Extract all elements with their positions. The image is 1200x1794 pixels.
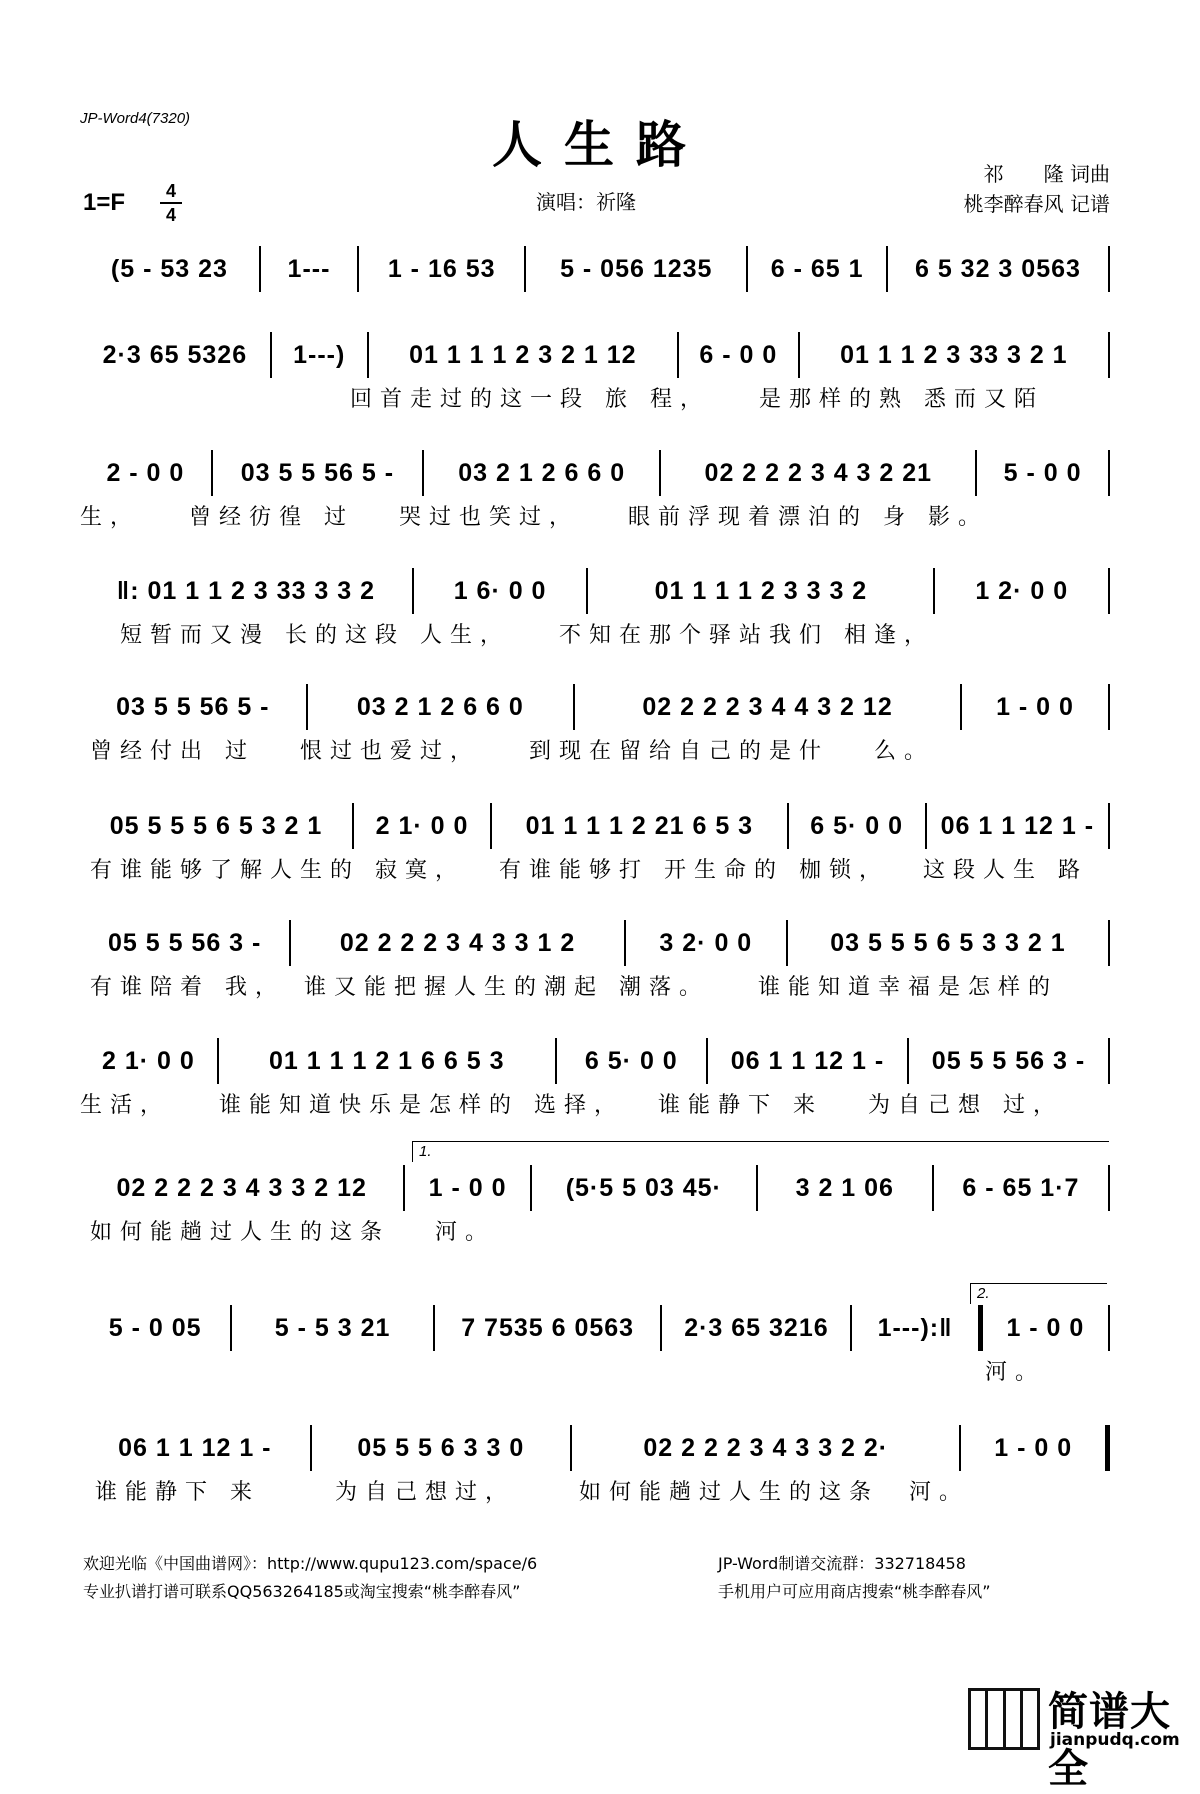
volta-bracket-1: 1. (412, 1141, 1109, 1162)
measure: (5 - 53 23 (110, 255, 228, 283)
lyrics-line: 生活， 谁能知道快乐是怎样的 选择， 谁能静下 来 为自己想 过， (80, 1093, 1063, 1118)
measure: 6 5 32 3 0563 (914, 255, 1081, 283)
logo-title: 简谱大全 (1048, 1689, 1171, 1792)
measure: 01 1 1 2 3 33 3 2 1 (840, 341, 1068, 369)
measure: 6 - 65 1·7 (962, 1174, 1080, 1202)
barline (1108, 1305, 1110, 1351)
lyrics-line: 谁能静下 来 为自己想过， 如何能趟过人生的这条 河。 (95, 1480, 969, 1505)
measure: 2·3 65 3216 (684, 1314, 829, 1342)
barline (1108, 568, 1110, 614)
piano-keys-icon (968, 1688, 1040, 1750)
footer-group: JP-Word制谱交流群：332718458 (718, 1554, 966, 1573)
measure: 02 2 2 2 3 4 3 3 1 2 (339, 929, 576, 957)
page-title: 人生路 (492, 115, 708, 174)
measure: 01 1 1 1 2 1 6 6 5 3 (269, 1047, 505, 1075)
staff-row (80, 1305, 1110, 1385)
staff-row (80, 1165, 1110, 1245)
measure: 1--- (287, 255, 331, 283)
lyrics-line: 生， 曾经彷徨 过 哭过也笑过， 眼前浮现着漂泊的 身 影。 (80, 505, 988, 530)
staff-row (80, 1425, 1110, 1505)
barline (1108, 684, 1110, 730)
lyrics-line: 曾经付出 过 恨过也爱过， 到现在留给自己的是什 么。 (90, 739, 934, 764)
time-signature-bottom: 4 (165, 205, 176, 225)
measure: 1 - 0 0 (1006, 1314, 1085, 1342)
measure: 05 5 5 56 3 - (107, 929, 262, 957)
barline (1108, 450, 1110, 496)
measure: 1 - 0 0 (428, 1174, 507, 1202)
measure: 2·3 65 5326 (102, 341, 248, 369)
footer-app: 手机用户可应用商店搜索“桃李醉春风” (718, 1582, 991, 1601)
measure: 1 - 0 0 (996, 693, 1074, 721)
barline (1108, 803, 1110, 849)
measure: 06 1 1 12 1 - (118, 1434, 272, 1462)
transcriber-credit: 桃李醉春风 记谱 (963, 192, 1110, 216)
measure: 1---) (293, 341, 346, 369)
measure: 5 - 5 3 21 (274, 1314, 391, 1342)
measure: 02 2 2 2 3 4 4 3 2 12 (642, 693, 893, 721)
measure: 03 2 1 2 6 6 0 (458, 459, 626, 487)
barline (1108, 332, 1110, 378)
staff-row (80, 920, 1110, 1000)
composer-credit: 祁 隆 词曲 (983, 162, 1110, 186)
measure: 02 2 2 2 3 4 3 3 2 12 (116, 1174, 367, 1202)
measure: 6 5· 0 0 (810, 812, 904, 840)
time-signature-top: 4 (165, 181, 176, 201)
final-barline (1105, 1425, 1110, 1471)
measure: 1 2· 0 0 (975, 577, 1069, 605)
measure: 06 1 1 12 1 - (940, 812, 1095, 840)
lyrics-line: 短暂而又漫 长的这段 人生， 不知在那个驿站我们 相逢， (120, 623, 934, 648)
measure: 01 1 1 1 2 3 3 3 2 (654, 577, 868, 605)
key-signature: 1=F (83, 189, 126, 216)
measure: 1 - 16 53 (387, 255, 496, 283)
barline (1108, 246, 1110, 292)
measure: 05 5 5 56 3 - (931, 1047, 1086, 1075)
staff-row (80, 684, 1110, 764)
measure: 5 - 0 05 (108, 1314, 202, 1342)
measure: 05 5 5 5 6 5 3 2 1 (109, 812, 323, 840)
measure: 02 2 2 2 3 4 3 2 21 (704, 459, 933, 487)
barline (1108, 1165, 1110, 1211)
lyrics-line: 河。 (985, 1360, 1046, 1385)
lyrics-line: 有谁能够了解人生的 寂寞， 有谁能够打 开生命的 枷锁， 这段人生 路 (90, 858, 1088, 883)
staff-row (80, 246, 1110, 292)
measure: 1---):‖ (877, 1314, 953, 1342)
measure: 03 5 5 5 6 5 3 3 2 1 (830, 929, 1066, 957)
measure: 2 1· 0 0 (102, 1047, 195, 1075)
measure: 6 5· 0 0 (584, 1047, 678, 1075)
measure: 02 2 2 2 3 4 3 3 2 2· (643, 1434, 889, 1462)
measure: (5·5 5 03 45· (565, 1174, 722, 1202)
footer-contact: 专业扒谱打谱可联系QQ563264185或淘宝搜索“桃李醉春风” (83, 1582, 521, 1601)
measure: 01 1 1 1 2 3 2 1 12 (409, 341, 637, 369)
barline (1108, 920, 1110, 966)
measure: ‖: 01 1 1 2 3 33 3 3 2 (116, 577, 376, 605)
measure: 7 7535 6 0563 (461, 1314, 635, 1342)
measure: 2 1· 0 0 (375, 812, 469, 840)
measure: 3 2 1 06 (795, 1174, 894, 1202)
measure: 03 2 1 2 6 6 0 (356, 693, 524, 721)
lyrics-line: 如何能趟过人生的这条 河。 (90, 1220, 495, 1245)
footer-website: 欢迎光临《中国曲谱网》：http://www.qupu123.com/space/6 (83, 1554, 538, 1573)
staff-row (80, 1038, 1110, 1118)
staff-row (80, 803, 1110, 883)
staff-row (80, 332, 1110, 412)
volta-bracket-2: 2. (970, 1283, 1107, 1304)
measure: 1 6· 0 0 (453, 577, 547, 605)
barline (1108, 1038, 1110, 1084)
measure: 05 5 5 6 3 3 0 (357, 1434, 525, 1462)
measure: 5 - 056 1235 (560, 255, 713, 283)
measure: 5 - 0 0 (1003, 459, 1082, 487)
measure: 01 1 1 1 2 21 6 5 3 (525, 812, 754, 840)
time-signature (160, 182, 182, 224)
staff-row (80, 568, 1110, 648)
software-label: JP-Word4(7320) (80, 110, 191, 127)
time-signature-line (160, 202, 182, 204)
measure: 6 - 0 0 (699, 341, 778, 369)
lyrics-line: 有谁陪着 我， 谁又能把握人生的潮起 潮落。 谁能知道幸福是怎样的 (90, 975, 1058, 1000)
staff-row (80, 450, 1110, 530)
logo-url: jianpudq.com (1050, 1730, 1180, 1750)
measure: 1 - 0 0 (994, 1434, 1073, 1462)
measure: 2 - 0 0 (106, 459, 185, 487)
measure: 6 - 65 1 (770, 255, 864, 283)
measure: 06 1 1 12 1 - (730, 1047, 885, 1075)
measure: 03 5 5 56 5 - (116, 693, 270, 721)
lyrics-line: 回首走过的这一段 旅 程， 是那样的熟 悉而又陌 (350, 387, 1044, 412)
measure: 03 5 5 56 5 - (240, 459, 395, 487)
site-logo (968, 1680, 1188, 1792)
measure: 3 2· 0 0 (659, 929, 753, 957)
singer: 演唱：祈隆 (536, 190, 636, 214)
